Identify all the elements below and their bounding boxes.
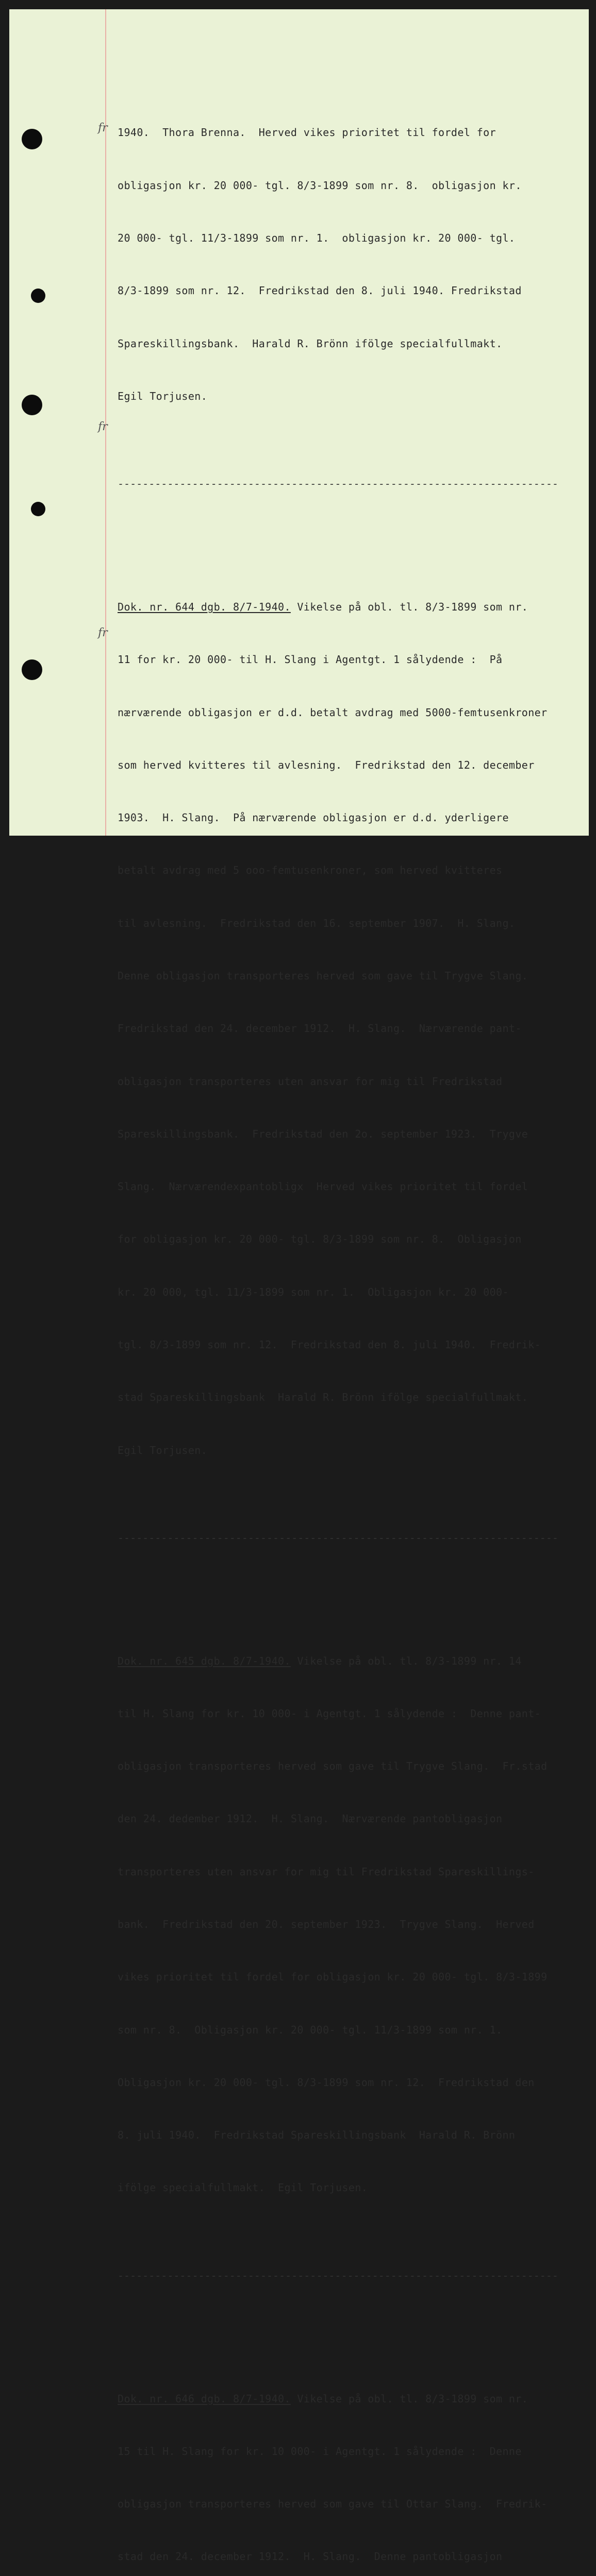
text-line: transporteres uten ansvar for mig til Fredrikstad Spareskillings- xyxy=(118,1865,535,1878)
text-line: nærværende obligasjon er d.d. betalt avdrag med 5000-femtusenkroner xyxy=(118,706,548,719)
text-line: obligasjon kr. 20 000- tgl. 8/3-1899 som nr. 8. obligasjon kr. xyxy=(118,179,522,192)
text-line: 1903. H. Slang. På nærværende obligasjon er d.d. yderligere xyxy=(118,811,509,824)
text-line: som nr. 8. Obligasjon kr. 20 000- tgl. 11/3-1899 som nr. 1. xyxy=(118,2023,503,2036)
text-line: betalt avdrag med 5 ooo-femtusenkroner, som herved kvitteres xyxy=(118,864,503,877)
punch-hole xyxy=(22,395,42,415)
document-entry xyxy=(118,1617,582,2231)
entry-heading: Dok. nr. 644 dgb. 8/7-1940. xyxy=(118,601,291,613)
margin-initials: fr xyxy=(98,122,108,134)
text-line: 8. juli 1940. Fredrikstad Spareskillingsbank Harald R. Brönn xyxy=(118,2129,516,2142)
text-line: den 24. dedember 1912. H. Slang. Nærværende pantobligasjon xyxy=(118,1812,503,1825)
entry-first-line-text: Vikelse på obl. tl. 8/3-1899 som nr. xyxy=(290,2392,528,2405)
separator-line: ----------------------------------------------------------------------- xyxy=(118,478,558,490)
entry-first-line-text: Vikelse på obl. tl. 8/3-1899 nr. 14 xyxy=(290,1654,522,1667)
text-line: obligasjon transporteres uten ansvar for mig til Fredrikstad xyxy=(118,1075,503,1088)
text-line: til H. Slang for kr. 10 000- i Agentgt. 1 sålydende : Denne pant- xyxy=(118,1707,541,1720)
text-line: 8/3-1899 som nr. 12. Fredrikstad den 8. juli 1940. Fredrikstad xyxy=(118,284,522,297)
text-line: Fredrikstad den 24. december 1912. H. Slang. Nærværende pant- xyxy=(118,1022,522,1035)
margin-initials: fr xyxy=(98,626,108,639)
text-line: obligasjon transporteres herved som gave til Trygve Slang. Fr.stad xyxy=(118,1760,548,1773)
text-line: kr. 20 000, tgl. 11/3-1899 som nr. 1. Obligasjon kr. 20 000- xyxy=(118,1285,509,1298)
text-line: 1940. Thora Brenna. Herved vikes prioritet til fordel for xyxy=(118,126,496,139)
text-line: Obligasjon kr. 20 000- tgl. 8/3-1899 som nr. 12. Fredrikstad den xyxy=(118,2076,535,2089)
text-line: ifölge specialfullmakt. Egil Torjusen. xyxy=(118,2181,368,2194)
text-line: 11 for kr. 20 000- til H. Slang i Agentgt. 1 sålydende : På xyxy=(118,653,503,666)
separator-line: ----------------------------------------------------------------------- xyxy=(118,1531,558,1544)
document-entry xyxy=(118,563,582,1494)
entry-heading: Dok. nr. 645 dgb. 8/7-1940. xyxy=(118,1654,291,1667)
document-page xyxy=(9,9,589,2563)
text-line: stad Spareskillingsbank Harald R. Brönn ifölge specialfullmakt. xyxy=(118,1391,528,1404)
text-line: 20 000- tgl. 11/3-1899 som nr. 1. obligasjon kr. 20 000- tgl. xyxy=(118,232,516,245)
text-line: 15 til H. Slang for kr. 10 000- i Agentgt. 1 sålydende : Denne xyxy=(118,2445,522,2458)
margin-initials: fr xyxy=(98,420,108,433)
text-line: Egil Torjusen. xyxy=(118,389,208,402)
punch-hole xyxy=(22,659,42,680)
text-line: Egil Torjusen. xyxy=(118,1444,208,1456)
document-text xyxy=(118,36,582,2576)
text-line: Spareskillingsbank. Harald R. Brönn ifölge specialfullmakt. xyxy=(118,337,503,350)
text-line: vikes prioritet til fordel for obligasjon kr. 20 000- tgl. 8/3-1899 xyxy=(118,1971,548,1984)
text-line: som herved kvitteres til avlesning. Fredrikstad den 12. december xyxy=(118,758,535,771)
text-line: Spareskillingsbank. Fredrikstad den 2o. september 1923. Trygve xyxy=(118,1127,528,1140)
text-line: Slang. Nærværendexpantobligx Herved vikes prioritet til fordel xyxy=(118,1180,528,1193)
text-line: til avlesning. Fredrikstad den 16. september 1907. H. Slang. xyxy=(118,917,516,929)
text-line: tgl. 8/3-1899 som nr. 12. Fredrikstad den 8. juli 1940. Fredrik- xyxy=(118,1338,541,1351)
text-line: Denne obligasjon transporteres herved som gave til Trygve Slang. xyxy=(118,969,528,982)
text-line: obligasjon transporteres herved som gave til Ottar Slang. Fredrik- xyxy=(118,2498,548,2511)
entry-first-line-text: Vikelse på obl. tl. 8/3-1899 som nr. xyxy=(290,601,528,613)
punch-hole xyxy=(31,289,45,303)
document-entry xyxy=(118,89,582,440)
punch-hole xyxy=(31,502,45,516)
document-entry xyxy=(118,2354,582,2576)
entry-first-line xyxy=(118,598,582,616)
separator-line: ----------------------------------------------------------------------- xyxy=(118,2269,558,2282)
punch-hole xyxy=(22,129,42,149)
entry-heading: Dok. nr. 646 dgb. 8/7-1940. xyxy=(118,2392,291,2405)
text-line: for obligasjon kr. 20 000- tgl. 8/3-1899 som nr. 8. Obligasjon xyxy=(118,1233,522,1246)
text-line: stad den 24. december 1912. H. Slang. Denne pantobligasjon xyxy=(118,2550,503,2563)
entry-first-line xyxy=(118,1652,582,1670)
text-line: bank. Fredrikstad den 20. september 1923. Trygve Slang. Herved xyxy=(118,1918,535,1931)
entry-first-line xyxy=(118,2390,582,2408)
